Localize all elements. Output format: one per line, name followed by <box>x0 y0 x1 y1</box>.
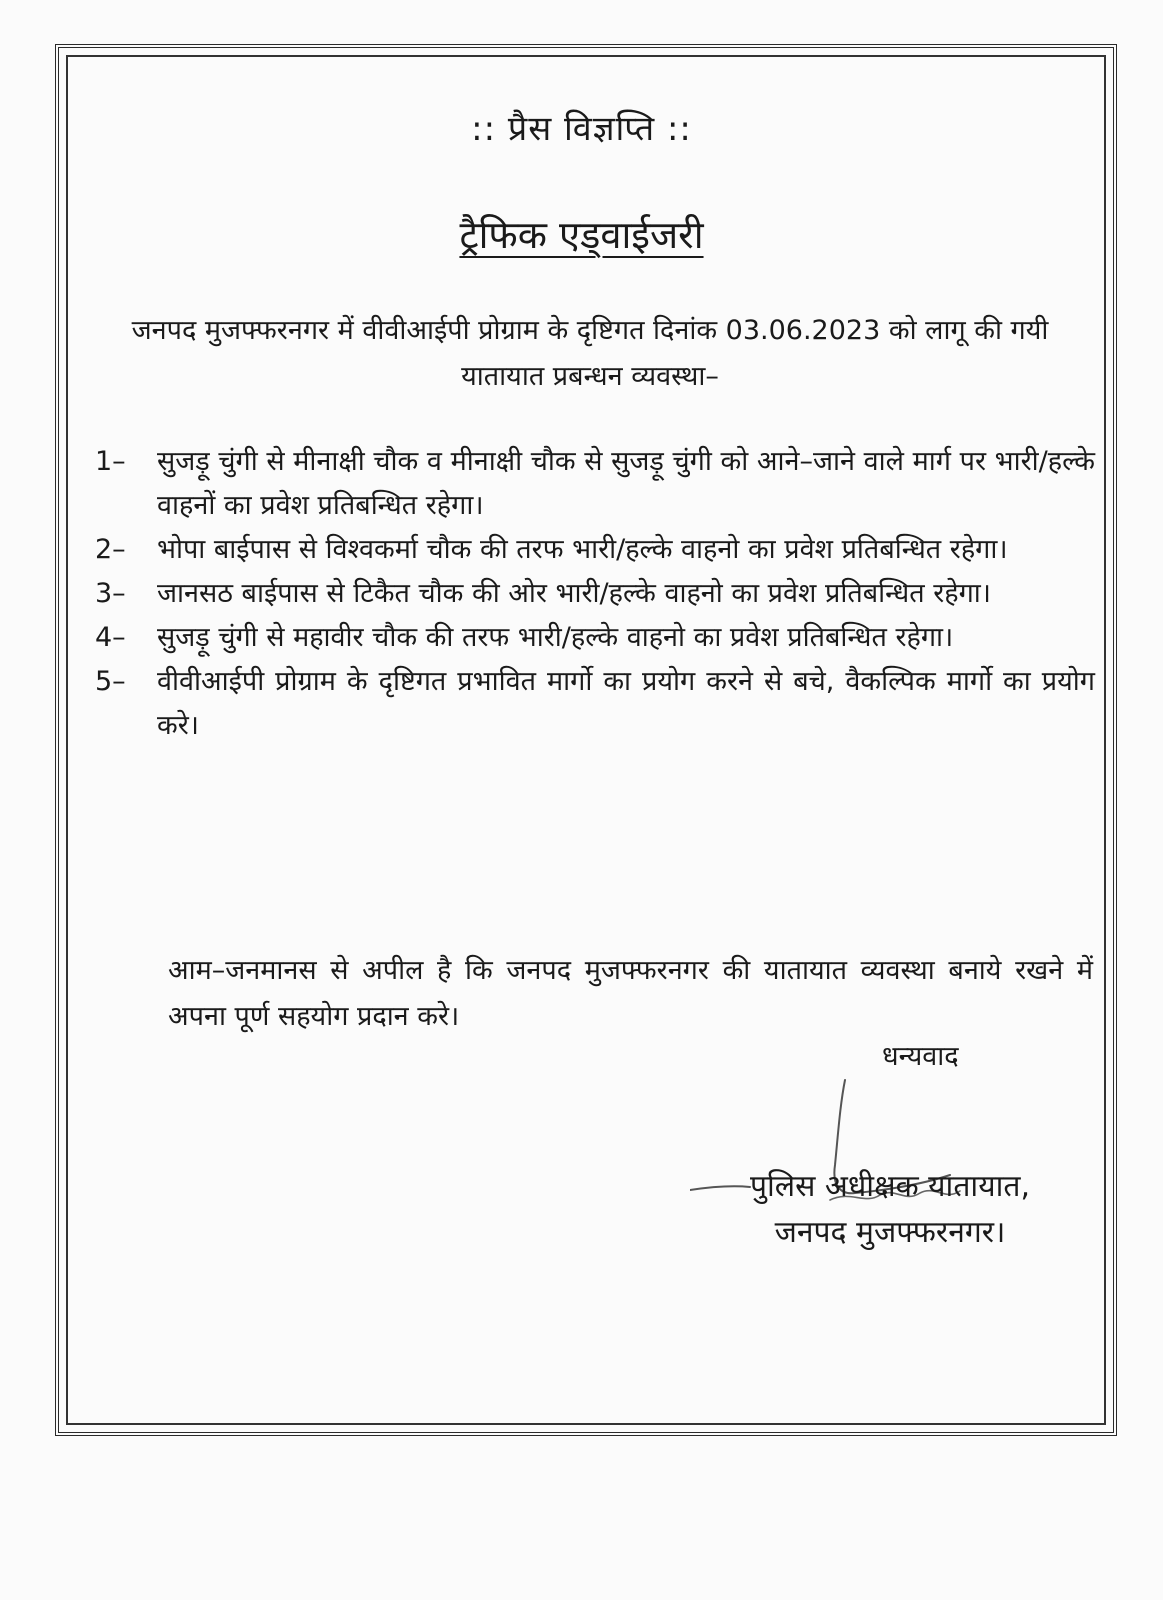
advisory-list <box>95 440 1095 748</box>
intro-paragraph: जनपद मुजफ्फरनगर में वीवीआईपी प्रोग्राम के दृष्टिगत दिनांक 03.06.2023 को लागू की गयी यातायात प्रबन्धन व्यवस्था– <box>131 315 1049 392</box>
signatory-district: जनपद मुजफ्फरनगर। <box>774 1215 1006 1250</box>
item-number: 3– <box>95 578 126 609</box>
thanks-text: धन्यवाद <box>882 1041 959 1072</box>
list-item <box>95 660 1095 748</box>
item-number: 1– <box>95 446 126 477</box>
item-text: सुजड़ू चुंगी से महावीर चौक की तरफ भारी/हल्के वाहनो का प्रवेश प्रतिबन्धित रहेगा। <box>157 622 954 653</box>
document-title <box>0 208 1163 260</box>
title-text: ट्रैफिक एड्वाईजरी <box>459 213 704 257</box>
list-item <box>95 572 1095 616</box>
item-number: 5– <box>95 666 126 697</box>
signatory-designation: पुलिस अधीक्षक यातायात, <box>749 1169 1031 1204</box>
item-number: 2– <box>95 534 126 565</box>
item-text: भोपा बाईपास से विश्वकर्मा चौक की तरफ भारी/हल्के वाहनो का प्रवेश प्रतिबन्धित रहेगा। <box>157 534 1008 565</box>
item-text: वीवीआईपी प्रोग्राम के दृष्टिगत प्रभावित मार्गो का प्रयोग करने से बचे, वैकल्पिक मार्गो का प्रयोग करे। <box>157 666 1095 741</box>
signatory-block <box>700 1164 1080 1256</box>
item-text: जानसठ बाईपास से टिकैत चौक की ओर भारी/हल्के वाहनो का प्रवेश प्रतिबन्धित रहेगा। <box>157 578 992 609</box>
list-item <box>95 440 1095 528</box>
list-item <box>95 616 1095 660</box>
list-item <box>95 528 1095 572</box>
press-release-heading: :: प्रैस विज्ञप्ति :: <box>471 109 692 149</box>
item-text: सुजड़ू चुंगी से मीनाक्षी चौक व मीनाक्षी चौक से सुजड़ू चुंगी को आने–जाने वाले मार्ग पर भारी/हल्के वाहनों का प्रवेश प्रतिबन्धित रहेगा। <box>157 446 1095 521</box>
item-number: 4– <box>95 622 126 653</box>
appeal-paragraph: आम–जनमानस से अपील है कि जनपद मुजफ्फरनगर की यातायात व्यवस्था बनाये रखने में अपना पूर्ण सहयोग प्रदान करे। <box>168 955 1093 1032</box>
